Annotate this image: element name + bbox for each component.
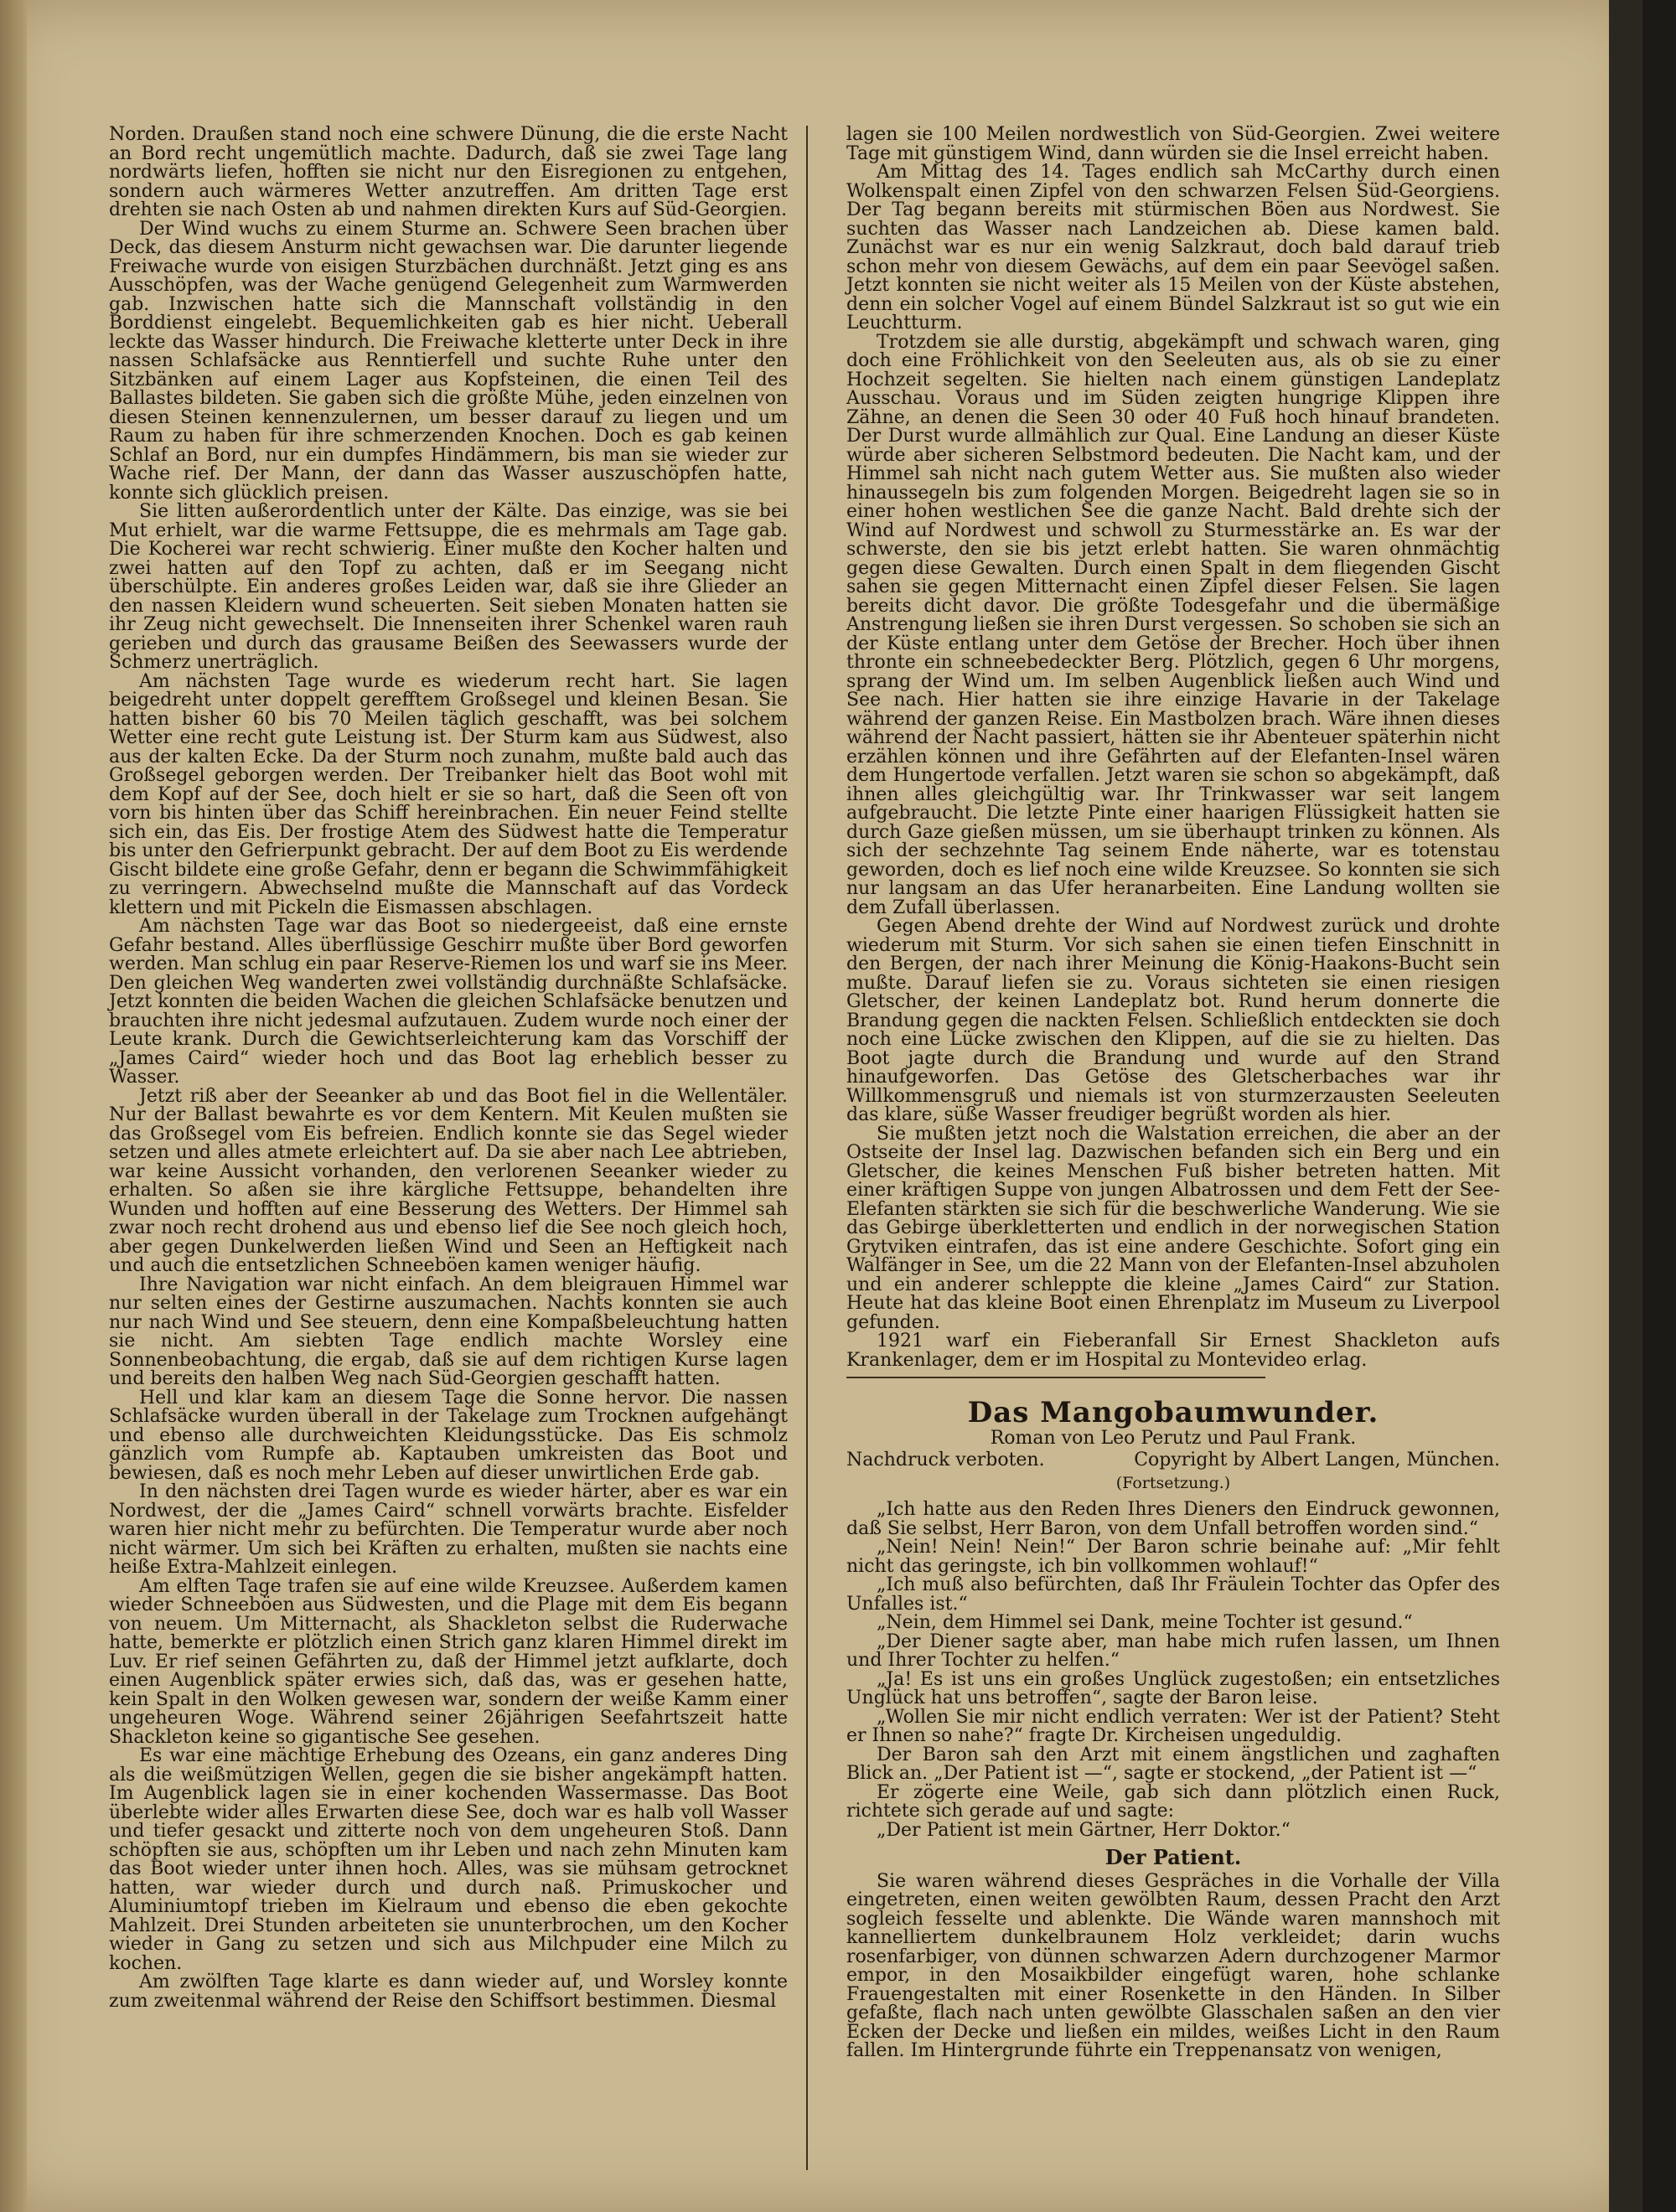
copyright-note: Copyright by Albert Langen, München. [1134,1450,1500,1470]
reprint-note: Nachdruck verboten. [846,1450,1045,1470]
left-column [109,126,788,2011]
paragraph: Der Wind wuchs zu einem Sturme an. Schwere Seen brachen über Deck, das diesem Ansturm nicht gewachsen war. Die darunter liegende Freiwache wurde von eisigen Sturzbächen durchnäßt. Jetzt ging es ans Ausschöpfen, was der Wache genügend Gelegenheit zum Warmwerden gab. Inzwischen hatte sich die Mannschaft vollständig in den Borddienst eingelebt. Bequemlichkeiten gab es hier nicht. Ueberall leckte das Wasser hindurch. Die Freiwache kletterte unter Deck in ihre nassen Schlafsäcke aus Renntierfell und suchte Ruhe unter den Sitzbänken auf einem Lager aus Kopfsteinen, die einen Teil des Ballastes bildeten. Sie gaben sich die größte Mühe, jeden einzelnen von diesen Steinen kennenzulernen, um besser darauf zu liegen und um Raum zu haben für ihre schmerzenden Knochen. Doch es gab keinen Schlaf an Bord, nur ein dumpfes Hindämmern, bis man sie wieder zur Wache rief. Der Mann, der dann das Wasser auszuschöpfen hatte, konnte sich glücklich preisen. [109,218,788,504]
paragraph: „Ich muß also befürchten, daß Ihr Fräulein Tochter das Opfer des Unfalles ist.“ [846,1574,1500,1615]
paragraph: Trotzdem sie alle durstig, abgekämpft und schwach waren, ging doch eine Fröhlichkeit von den Seeleuten aus, als ob sie zu einer Hochzeit segelten. Sie hielten nach einem günstigen Landeplatz Ausschau. Voraus und im Süden zeigten hungrige Klippen ihre Zähne, an denen die Seen 30 oder 40 Fuß hoch hinauf brandeten. Der Durst wurde allmählich zur Qual. Eine Landung an dieser Küste würde aber sicheren Selbstmord bedeuten. Die Nacht kam, und der Himmel sah nicht nach gutem Wetter aus. Sie mußten also wieder hinaussegeln bis zum folgenden Morgen. Beigedreht lagen sie so in einer hohen westlichen See die ganze Nacht. Bald drehte sich der Wind auf Nordwest und schwoll zu Sturmesstärke an. Es war der schwerste, den sie bis jetzt erlebt hatten. Sie waren ohnmächtig gegen diese Gewalten. Durch einen Spalt in dem fliegenden Gischt sahen sie gegen Mitternacht einen Zipfel dieser Felsen. Sie lagen bereits dicht davor. Die größte Todesgefahr und die übermäßige Anstrengung ließen sie ihren Durst vergessen. So schoben sie sich an der Küste entlang unter dem Getöse der Brecher. Hoch über ihnen thronte ein schneebedeckter Berg. Plötzlich, gegen 6 Uhr morgens, sprang der Wind um. Im selben Augenblick ließen auch Wind und See nach. Hier hatten sie ihre einzige Havarie in der Takelage während der ganzen Reise. Ein Mastbolzen brach. Wäre ihnen dieses während der Nacht passiert, hätten sie ihr Abenteuer späterhin nicht erzählen können und ihre Gefährten auf der Elefanten-Insel wären dem Hungertode verfallen. Jetzt waren sie schon so abgekämpft, daß ihnen alles gleichgültig war. Ihr Trinkwasser war seit langem aufgebraucht. Die letzte Pinte einer haarigen Flüssigkeit hatten sie durch Gaze gießen müssen, um sie überhaupt trinken zu können. Als sich der sechzehnte Tag seinem Ende näherte, war es totenstau geworden, doch es lief noch eine wilde Kreuzsee. So konnten sie sich nur langsam an das Ufer heranarbeiten. Eine Landung wollten sie dem Zufall überlassen. [846,331,1500,918]
scan-edge [1609,0,1642,2212]
serial-title: Das Mangobaumwunder. [967,1396,1379,1429]
paragraph: Hell und klar kam an diesem Tage die Sonne hervor. Die nassen Schlafsäcke wurden überall in der Takelage zum Trocknen aufgehängt und ebenso alle durchweichten Kleidungsstücke. Das Eis schmolz gänzlich vom Rumpfe ab. Kaptauben umkreisten das Boot und bewiesen, daß es noch mehr Leben auf dieser unwirtlichen Erde gab. [109,1387,788,1484]
right-column [846,126,1500,2061]
paragraph: Am nächsten Tage war das Boot so niedergeeist, daß eine ernste Gefahr bestand. Alles überflüssige Geschirr mußte über Bord geworfen werden. Man schlug ein paar Reserve-Riemen los und warf sie ins Meer. Den gleichen Weg wanderten zwei vollständig durchnäßte Schlafsäcke. Jetzt konnten die beiden Wachen die gleichen Schlafsäcke benutzen und brauchten ihre nicht jedesmal aufzutauen. Zudem wurde noch einer der Leute krank. Durch die Gewichtserleichterung kam das Vorschiff der „James Caird“ wieder hoch und das Boot lag erheblich besser zu Wasser. [109,916,788,1088]
paragraph: Er zögerte eine Weile, gab sich dann plötzlich einen Ruck, richtete sich gerade auf und sagte: [846,1781,1500,1822]
paragraph: „Wollen Sie mir nicht endlich verraten: Wer ist der Patient? Steht er Ihnen so nahe?“ fragte Dr. Kircheisen ungeduldig. [846,1706,1500,1746]
serial-chapter-text [846,1870,1500,2061]
shackleton-article-end [846,126,1500,1370]
column-divider [806,126,808,2170]
continuation-note: (Fortsetzung.) [1115,1473,1231,1492]
paragraph: Norden. Draußen stand noch eine schwere Dünung, die die erste Nacht an Bord recht ungemütlich machte. Dadurch, daß sie zwei Tage lang nordwärts liefen, hofften sie nicht nur den Eisregionen zu entgehen, sondern auch wärmeres Wetter anzutreffen. Am dritten Tage erst drehten sie nach Osten ab und nahmen direkten Kurs auf Süd-Georgien. [109,124,788,220]
paragraph: „Nein! Nein! Nein!“ Der Baron schrie beinahe auf: „Mir fehlt nicht das geringste, ich bin vollkommen wohlauf!“ [846,1537,1500,1577]
paragraph: Am nächsten Tage wurde es wiederum recht hart. Sie lagen beigedreht unter doppelt gerefftem Großsegel und kleinen Besan. Sie hatten bisher 60 bis 70 Meilen täglich geschafft, was bei solchem Wetter eine recht gute Leistung ist. Der Sturm kam aus Südwest, also aus der kalten Ecke. Da der Sturm noch zunahm, mußte bald auch das Großsegel geborgen werden. Der Treibanker hielt das Boot wohl mit dem Kopf auf der See, doch hielt er sie so hart, daß die Seen oft von vorn bis hinten über das Schiff hereinbrachen. Ein neuer Feind stellte sich ein, das Eis. Der frostige Atem des Südwest hatte die Temperatur bis unter den Gefrierpunkt gebracht. Der auf dem Boot zu Eis werdende Gischt bildete eine große Gefahr, denn er begann die Schwimmfähigkeit zu verringern. Abwechselnd mußte die Mannschaft auf das Vordeck klettern und mit Pickeln die Eismassen abschlagen. [109,670,788,918]
paragraph: „Der Diener sagte aber, man habe mich rufen lassen, um Ihnen und Ihrer Tochter zu helfen.“ [846,1631,1500,1671]
serial-novel [846,1396,1500,2061]
chapter-heading: Der Patient. [1104,1845,1242,1869]
serial-byline: Roman von Leo Perutz und Paul Frank. [990,1427,1357,1449]
paragraph: „Nein, dem Himmel sei Dank, meine Tochter ist gesund.“ [877,1612,1413,1633]
paragraph: 1921 warf ein Fieberanfall Sir Ernest Shackleton aufs Krankenlager, dem er im Hospital zu Montevideo erlag. [846,1331,1500,1371]
paragraph: Ihre Navigation war nicht einfach. An dem bleigrauen Himmel war nur selten eines der Gestirne auszumachen. Nachts konnten sie auch nur nach Wind und See steuern, denn eine Kompaßbeleuchtung hatten sie nicht. Am siebten Tage endlich machte Worsley eine Sonnenbeobachtung, die ergab, daß sie auf dem richtigen Kurse lagen und bereits den halben Weg nach Süd-Georgien geschafft hatten. [109,1274,788,1389]
rights-line [846,1451,1500,1470]
paragraph: lagen sie 100 Meilen nordwestlich von Süd-Georgien. Zwei weitere Tage mit günstigem Wind, dann würden sie die Insel erreicht haben. [846,124,1500,164]
article-end-rule [846,1377,1265,1378]
paragraph: Jetzt riß aber der Seeanker ab und das Boot fiel in die Wellentäler. Nur der Ballast bewahrte es vor dem Kentern. Mit Keulen mußten sie das Großsegel vom Eis befreien. Endlich konnte sie das Segel wieder setzen und alles atmete erleichtert auf. Da sie aber nach Lee abtrieben, war keine Aussicht vorhanden, den verlorenen Seeanker wieder zu erhalten. So aßen sie ihre kärgliche Fettsuppe, behandelten ihre Wunden und hofften auf eine Besserung des Wetters. Der Himmel sah zwar noch recht drohend aus und ebenso lief die See noch gleich hoch, aber gegen Dunkelwerden ließen Wind und Seen an Heftigkeit nach und auch die entsetzlichen Schneeböen kamen weniger häufig. [109,1085,788,1276]
binding-gutter [0,0,27,2212]
paragraph: In den nächsten drei Tagen wurde es wieder härter, aber es war ein Nordwest, der die „James Caird“ schnell vorwärts brachte. Eisfelder waren hier nicht mehr zu befürchten. Die Temperatur wurde aber noch nicht wärmer. Um sich bei Kräften zu erhalten, mußten sie nachts eine heiße Extra-Mahlzeit einlegen. [109,1481,788,1578]
paragraph: „Ich hatte aus den Reden Ihres Dieners den Eindruck gewonnen, daß Sie selbst, Herr Baron, von dem Unfall betroffen worden sind.“ [846,1499,1500,1539]
paragraph: Am elften Tage trafen sie auf eine wilde Kreuzsee. Außerdem kamen wieder Schneeböen aus Südwesten, und die Plage mit dem Eis begann von neuem. Um Mitternacht, als Shackleton selbst die Ruderwache hatte, bemerkte er plötzlich einen Strich ganz klaren Himmel direkt im Luv. Er rief seinen Gefährten zu, daß der Himmel jetzt aufklarte, doch einen Augenblick später erwies sich, daß das, was er gesehen hatte, kein Spalt in den Wolken gewesen war, sondern der weiße Kamm einer ungeheuren Woge. Während seiner 26jährigen Seefahrtszeit hatte Shackleton keine so gigantische See gesehen. [109,1575,788,1748]
paragraph: Am Mittag des 14. Tages endlich sah McCarthy durch einen Wolkenspalt einen Zipfel von den schwarzen Felsen Süd-Georgiens. Der Tag begann bereits mit stürmischen Böen aus Nordwest. Sie suchten das Wasser nach Landzeichen ab. Diese kamen bald. Zunächst war es nur ein wenig Salzkraut, doch bald darauf trieb schon mehr von diesem Gewächs, auf dem ein paar Seevögel saßen. Jetzt konnten sie nicht weiter als 15 Meilen von der Küste abstehen, denn ein solcher Vogel auf einem Bündel Salzkraut ist so gut wie ein Leuchtturm. [846,162,1500,333]
paragraph: Es war eine mächtige Erhebung des Ozeans, ein ganz anderes Ding als die weißmützigen Wellen, gegen die sie bisher angekämpft hatten. Im Augenblick lagen sie in einer kochenden Wassermasse. Das Boot überlebte wider alles Erwarten diese See, doch war es halb voll Wasser und tiefer gesackt und zitterte noch von dem ungeheuren Stoß. Dann schöpften sie aus, schöpften um ihr Leben und nach zehn Minuten kam das Boot wieder unter ihnen hoch. Alles, was sie mühsam getrocknet hatten, war wieder durch und durch naß. Primuskocher und Aluminiumtopf trieben im Kielraum und ebenso die eben gekochte Mahlzeit. Drei Stunden arbeiteten sie ununterbrochen, um den Kocher wieder in Gang zu setzen und sich aus Milchpuder eine Milch zu kochen. [109,1745,788,1974]
paragraph: Sie litten außerordentlich unter der Kälte. Das einzige, was sie bei Mut erhielt, war die warme Fettsuppe, die es mehrmals am Tage gab. Die Kocherei war recht schwierig. Einer mußte den Kocher halten und zwei hatten auf den Topf zu achten, daß er im Seegang nicht überschülpte. Ein anderes großes Leiden war, daß sie ihre Glieder an den nassen Kleidern wund scheuerten. Seit sieben Monaten hatten sie ihr Zeug nicht gewechselt. Die Innenseiten ihrer Schenkel waren rauh gerieben und durch das grausame Beißen des Seewassers wurde der Schmerz unerträglich. [109,501,788,673]
serial-dialogue [846,1501,1500,1840]
paragraph: Sie waren während dieses Gespräches in die Vorhalle der Villa eingetreten, einen weiten gewölbten Raum, dessen Pracht den Arzt sogleich fesselte und ablenkte. Die Wände waren mannshoch mit kannelliertem dunkelbraunem Holz verkleidet; darin wuchs rosenfarbiger, von dünnen schwarzen Adern durchzogener Marmor empor, in den Mosaikbilder eingefügt waren, hohe schlanke Frauengestalten mit einer Rosenkette in den Händen. In Silber gefaßte, flach nach unten gewölbte Glasschalen saßen an den vier Ecken der Decke und ließen ein mildes, weißes Licht in den Raum fallen. Im Hintergrunde führte ein Treppenansatz von wenigen, [846,1870,1500,2061]
paragraph: „Der Patient ist mein Gärtner, Herr Doktor.“ [877,1819,1291,1841]
paragraph: „Ja! Es ist uns ein großes Unglück zugestoßen; ein entsetzliches Unglück hat uns betroffen“, sagte der Baron leise. [846,1668,1500,1708]
paragraph: Sie mußten jetzt noch die Walstation erreichen, die aber an der Ostseite der Insel lag. Dazwischen befanden sich ein Berg und ein Gletscher, die keines Menschen Fuß bisher betreten hatten. Mit einer kräftigen Suppe von jungen Albatrossen und dem Fett der See-Elefanten stärkten sie sich für die beschwerliche Wanderung. Wie sie das Gebirge überkletterten und endlich in der norwegischen Station Grytviken eintrafen, das ist eine andere Geschichte. Sofort ging ein Walfänger in See, um die 22 Mann von der Elefanten-Insel abzuholen und ein anderer schleppte die kleine „James Caird“ zur Station. Heute hat das kleine Boot einen Ehrenplatz im Museum zu Liverpool gefunden. [846,1123,1500,1333]
paragraph: Gegen Abend drehte der Wind auf Nordwest zurück und drohte wiederum mit Sturm. Vor sich sahen sie einen tiefen Einschnitt in den Bergen, der nach ihrer Meinung die König-Haakons-Bucht sein mußte. Darauf liefen sie zu. Voraus sichteten sie einen riesigen Gletscher, der keinen Landeplatz bot. Rund herum donnerte die Brandung gegen die nackten Felsen. Schließlich entdeckten sie doch noch eine Lücke zwischen den Klippen, auf die sie zu hielten. Das Boot jagte durch die Brandung und wurde auf den Strand hinaufgeworfen. Das Getöse des Gletscherbaches war ihr Willkommensgruß und niemals ist von sturmzerzausten Seeleuten das klare, süße Wasser freudiger begrüßt worden als hier. [846,916,1500,1125]
paragraph: Am zwölften Tage klarte es dann wieder auf, und Worsley konnte zum zweitenmal während der Reise den Schiffsort bestimmen. Diesmal [109,1972,788,2012]
paragraph: Der Baron sah den Arzt mit einem ängstlichen und zaghaften Blick an. „Der Patient ist —“, sagte er stockend, „der Patient ist —“ [846,1744,1500,1784]
